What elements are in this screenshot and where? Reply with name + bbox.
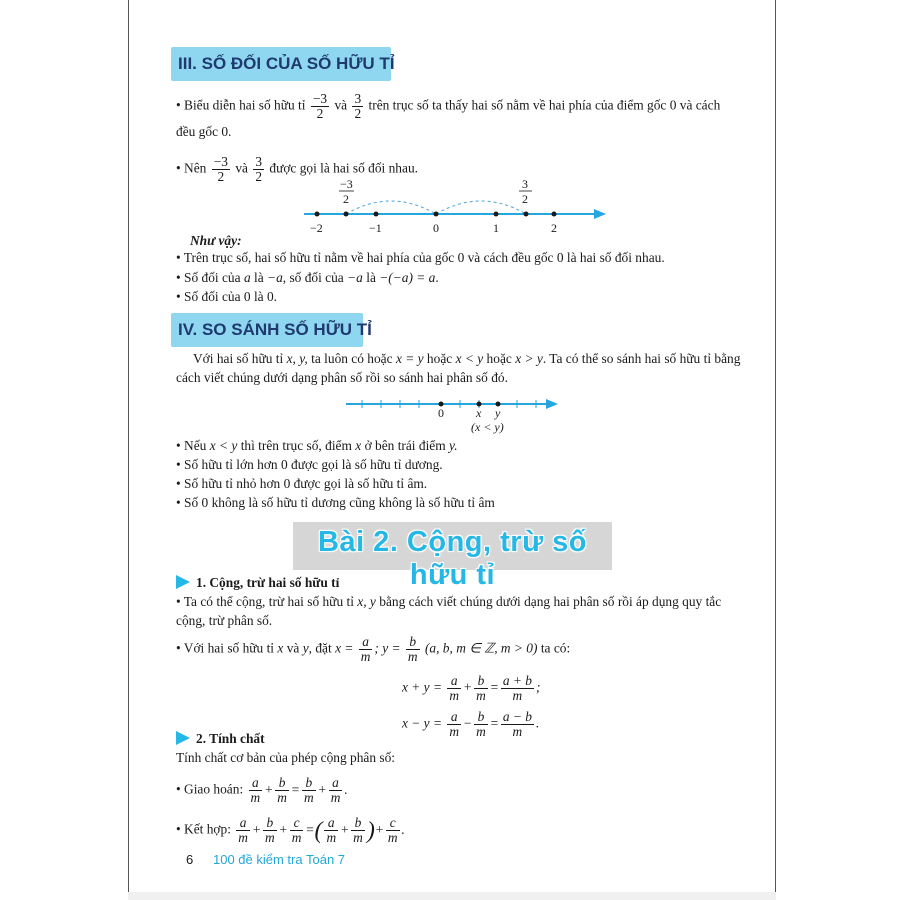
denominator: 2 <box>316 106 324 121</box>
paren: ( <box>314 817 323 844</box>
number-line-opposites <box>290 176 620 238</box>
page-number: 6 <box>186 852 194 867</box>
math: + <box>340 821 350 837</box>
math: + <box>251 821 261 837</box>
text: • Ta có thể cộng, trừ hai số hữu tỉ <box>176 594 354 609</box>
math: x + y = <box>402 679 443 695</box>
math: + <box>264 781 274 797</box>
section-3-bullet-1: • Trên trục số, hai số hữu tỉ nằm về hai phía của gốc 0 và cách đều gốc 0 là hai số đối nhau. <box>176 250 665 265</box>
fraction <box>447 674 461 703</box>
fraction <box>447 710 461 739</box>
denominator: 2 <box>255 169 263 184</box>
section-4-heading: IV. SO SÁNH SỐ HỮU TỈ <box>178 320 372 339</box>
text: và <box>334 97 348 113</box>
summary-label: Như vậy: <box>190 233 242 248</box>
page-right-border <box>775 0 776 900</box>
formula-subtraction <box>402 710 539 739</box>
tick-label: −2 <box>310 221 323 235</box>
denominator: m <box>476 724 486 739</box>
section-4-bullet-2: • Số hữu tỉ lớn hơn 0 được gọi là số hữu tỉ dương. <box>176 457 443 472</box>
text: • Số đối của <box>176 270 241 285</box>
numerator: b <box>406 635 420 650</box>
math: . <box>535 715 540 731</box>
fraction <box>311 92 329 121</box>
text: • Với hai số hữu tỉ <box>176 640 275 656</box>
text: trên trục số ta thấy hai số nằm về hai phía của điểm gốc 0 và cách <box>368 97 721 113</box>
subsection-1-title: 1. Cộng, trừ hai số hữu tỉ <box>196 575 340 590</box>
denominator: 2 <box>354 106 362 121</box>
numerator: −3 <box>213 154 228 169</box>
denominator: 2 <box>217 169 225 184</box>
fraction <box>386 816 400 845</box>
text: thì trên trục số, điểm <box>240 438 352 453</box>
math: x <box>355 438 362 453</box>
math: a <box>243 270 251 285</box>
section-4-bullet-3: • Số hữu tỉ nhỏ hơn 0 được gọi là số hữu tỉ âm. <box>176 476 428 491</box>
axis-arrow <box>594 209 606 219</box>
fraction <box>474 674 488 703</box>
math: x <box>277 640 284 656</box>
math: −a <box>347 270 363 285</box>
fraction <box>249 776 263 805</box>
section-3-paragraph-1 <box>176 92 720 121</box>
text: Với hai số hữu tỉ <box>193 351 284 366</box>
denominator: m <box>360 649 371 664</box>
text: • Kết hợp: <box>176 821 231 837</box>
axis-note: (x < y) <box>471 420 504 434</box>
denominator: m <box>291 830 302 845</box>
section-4-paragraph-1 <box>193 351 740 367</box>
numerator: b <box>351 816 365 831</box>
frac-label-num: 3 <box>522 177 528 191</box>
point-neg2 <box>315 212 320 217</box>
tick-label-x: x <box>476 406 482 420</box>
math: + <box>374 821 384 837</box>
book-title: 100 đề kiểm tra Toán 7 <box>213 852 346 867</box>
text: ta có: <box>540 640 571 656</box>
denominator: m <box>387 830 398 845</box>
numerator: a − b <box>502 709 532 724</box>
denominator: m <box>238 830 248 845</box>
math: = <box>489 679 499 695</box>
text: • Giao hoán: <box>176 781 244 797</box>
point-2 <box>552 212 557 217</box>
fraction <box>474 710 488 739</box>
denominator: m <box>449 724 460 739</box>
denominator: m <box>250 790 261 805</box>
text: . <box>435 270 439 285</box>
subsection-arrow-icon <box>176 731 190 745</box>
page-left-border <box>128 0 129 900</box>
math: x = y <box>395 351 424 366</box>
denominator: m <box>277 790 287 805</box>
text: hoặc <box>486 351 512 366</box>
point-3-2 <box>524 212 529 217</box>
bai2-paragraph-3 <box>176 635 570 664</box>
section-4-bullet-1 <box>176 438 458 454</box>
numerator: 3 <box>255 154 263 169</box>
math: + <box>463 679 473 695</box>
tick-label: −1 <box>369 221 382 235</box>
denominator: m <box>449 688 460 703</box>
section-3-bullet-2 <box>176 270 439 286</box>
section-4-bullet-4: • Số 0 không là số hữu tỉ dương cũng không là số hữu tỉ âm <box>176 495 495 510</box>
text: là <box>254 270 264 285</box>
numerator: 3 <box>354 91 362 106</box>
text: bằng cách viết chúng dưới dạng hai phân số rồi áp dụng quy tắc <box>379 594 722 609</box>
number-line-comparison <box>340 396 570 436</box>
math: x < y <box>209 438 238 453</box>
math: y. <box>449 438 458 453</box>
formula-addition <box>402 674 540 703</box>
arc-right <box>436 201 526 214</box>
math: −a <box>267 270 283 285</box>
math: ; y = <box>374 640 401 656</box>
numerator: b <box>474 674 488 689</box>
denominator: m <box>407 649 418 664</box>
text: • Nếu <box>176 438 207 453</box>
fraction <box>236 816 250 845</box>
denominator: m <box>303 790 314 805</box>
property-associative <box>176 816 405 845</box>
fraction <box>290 816 304 845</box>
bai2-properties-intro: Tính chất cơ bản của phép cộng phân số: <box>176 750 396 765</box>
numerator: a <box>447 674 461 689</box>
property-commutative <box>176 776 348 805</box>
denominator: m <box>265 830 275 845</box>
point-neg1 <box>374 212 379 217</box>
numerator: b <box>275 776 289 791</box>
numerator: a + b <box>502 673 532 688</box>
text: • Nên <box>176 160 207 176</box>
axis-arrow <box>546 399 558 409</box>
denominator: m <box>512 688 523 703</box>
frac-label-den: 2 <box>522 192 528 206</box>
section-3-paragraph-1-cont: đều gốc 0. <box>176 124 232 139</box>
math: . <box>401 821 405 837</box>
denominator: m <box>330 790 341 805</box>
numerator: b <box>263 816 277 831</box>
text: và <box>286 640 300 656</box>
fraction <box>263 816 277 845</box>
fraction <box>275 776 289 805</box>
numerator: b <box>302 776 316 791</box>
text: , đặt <box>308 640 332 656</box>
math: (a, b, m ∈ ℤ, m > 0) <box>424 640 538 656</box>
fraction <box>501 674 534 703</box>
math: x > y <box>515 351 543 366</box>
fraction <box>302 776 316 805</box>
math: ; <box>535 679 541 695</box>
fraction <box>212 155 230 184</box>
section-4-paragraph-2: cách viết chúng dưới dạng phân số rồi so sánh hai phân số đó. <box>176 370 508 385</box>
page-bottom-edge <box>128 892 776 900</box>
fraction <box>501 710 534 739</box>
math: . <box>344 781 348 797</box>
frac-label-den: 2 <box>343 192 349 206</box>
numerator: a <box>324 816 338 831</box>
math: = <box>489 715 499 731</box>
text: . Ta có thể so sánh hai số hữu tỉ bằng <box>542 351 741 366</box>
fraction <box>351 816 365 845</box>
math: = <box>290 781 300 797</box>
text: • Biểu diễn hai số hữu tỉ <box>176 97 306 113</box>
fraction <box>359 635 373 664</box>
section-3-heading: III. SỐ ĐỐI CỦA SỐ HỮU TỈ <box>178 54 395 73</box>
text: là <box>366 270 376 285</box>
numerator: b <box>474 710 488 725</box>
arc-left <box>346 201 436 214</box>
fraction <box>329 776 343 805</box>
text: , số đối của <box>282 270 344 285</box>
paren: ) <box>366 817 375 844</box>
lesson-title: Bài 2. Cộng, trừ số hữu tỉ <box>318 526 587 591</box>
fraction <box>324 816 338 845</box>
tick-label: 2 <box>551 221 557 235</box>
text: và <box>235 160 248 176</box>
fraction <box>253 155 264 184</box>
bai2-paragraph-2: cộng, trừ phân số. <box>176 613 273 628</box>
math: x, y, <box>286 351 308 366</box>
denominator: m <box>512 724 523 739</box>
numerator: a <box>249 776 263 791</box>
numerator: a <box>236 816 250 831</box>
numerator: c <box>290 816 304 831</box>
bai2-paragraph-1 <box>176 594 721 610</box>
tick-label: 1 <box>493 221 499 235</box>
denominator: m <box>353 830 363 845</box>
subsection-2-title: 2. Tính chất <box>196 731 265 746</box>
math: −(−a) = a <box>379 270 436 285</box>
math: y <box>302 640 309 656</box>
math: + <box>278 821 288 837</box>
tick-label-y: y <box>495 406 501 420</box>
text: được gọi là hai số đối nhau. <box>269 160 418 176</box>
tick-label-zero: 0 <box>438 406 444 420</box>
tick-label: 0 <box>433 221 439 235</box>
numerator: a <box>329 776 343 791</box>
numerator: a <box>359 635 373 650</box>
text: ta luôn có hoặc <box>311 351 393 366</box>
text: hoặc <box>426 351 453 366</box>
math: + <box>317 781 327 797</box>
numerator: a <box>447 710 461 725</box>
point-neg3-2 <box>344 212 349 217</box>
section-3-bullet-3: • Số đối của 0 là 0. <box>176 289 278 304</box>
frac-label-num: −3 <box>340 177 353 191</box>
subsection-arrow-icon <box>176 575 190 589</box>
numerator: −3 <box>312 91 328 106</box>
fraction <box>352 92 363 121</box>
math: x < y <box>455 351 484 366</box>
point-0 <box>434 212 439 217</box>
math: x = <box>335 640 354 656</box>
math: − <box>463 715 473 731</box>
numerator: c <box>386 816 400 831</box>
text: ở bên trái điểm <box>364 438 446 453</box>
math: = <box>305 821 315 837</box>
denominator: m <box>476 688 486 703</box>
fraction <box>406 635 420 664</box>
math: x, y <box>357 594 376 609</box>
math: x − y = <box>402 715 443 731</box>
denominator: m <box>326 830 337 845</box>
point-1 <box>494 212 499 217</box>
